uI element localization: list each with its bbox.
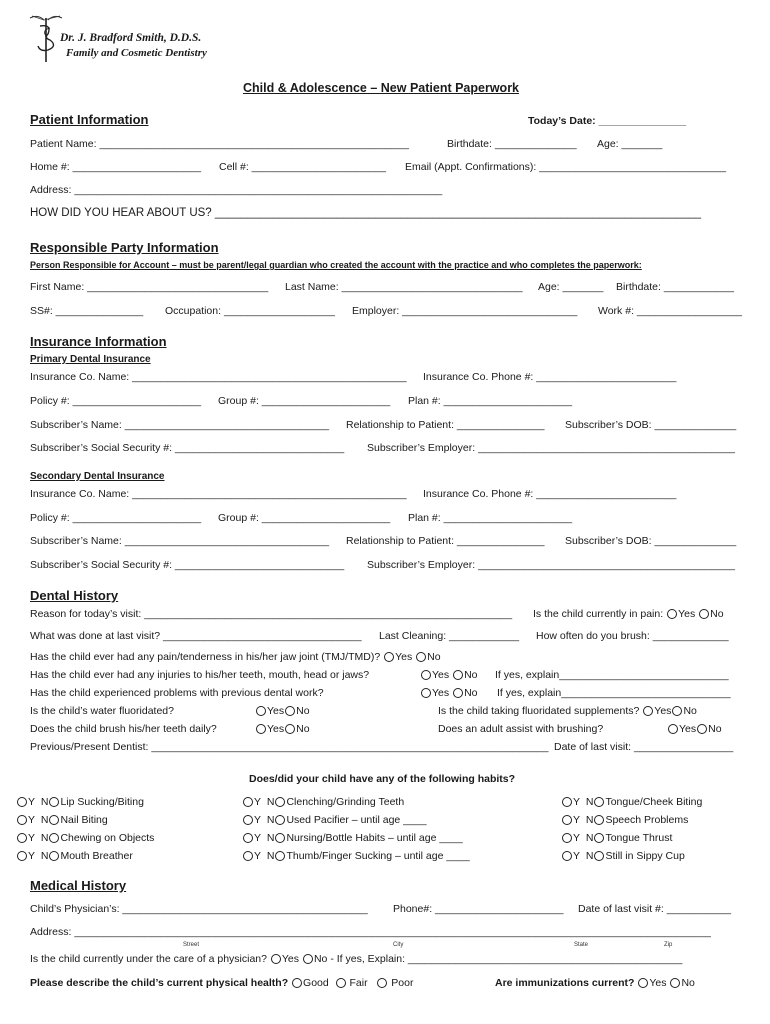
- patient-name-field[interactable]: Patient Name: _____________________________________________________: [30, 138, 409, 150]
- brush-daily-yes-radio[interactable]: [256, 724, 266, 734]
- no-label: No: [313, 953, 328, 965]
- secondary-subscriber-ss-field[interactable]: Subscriber’s Social Security #: _____________________________: [30, 559, 345, 571]
- injuries-explain-field[interactable]: If yes, explain_____________________________: [495, 669, 729, 681]
- brush-daily-label: Does the child brush his/her teeth daily?: [30, 723, 217, 735]
- medical-history-heading: Medical History: [30, 878, 127, 893]
- no-label: No: [296, 723, 310, 735]
- practice-name: Dr. J. Bradford Smith, D.D.S.: [60, 32, 202, 44]
- habit-n-label: N: [40, 832, 49, 844]
- habit-yes-radio[interactable]: [17, 851, 27, 861]
- problems-no-radio[interactable]: [453, 688, 463, 698]
- yes-label: Yes: [678, 608, 696, 620]
- fluoridated-yes-radio[interactable]: [256, 706, 266, 716]
- habit-row: [16, 796, 144, 808]
- no-label: No: [683, 705, 697, 717]
- immunizations-yes-radio[interactable]: [638, 978, 648, 988]
- city-caption: City: [393, 942, 404, 948]
- habit-row: [242, 832, 463, 844]
- secondary-group-field[interactable]: Group #: ______________________: [218, 512, 391, 524]
- address-field[interactable]: Address: _______________________________________________________________: [30, 184, 443, 196]
- primary-subscriber-name-field[interactable]: Subscriber’s Name: ___________________________________: [30, 419, 330, 431]
- page-title: Child & Adolescence – New Patient Paperwork: [243, 81, 520, 95]
- habit-n-label: N: [585, 850, 594, 862]
- habit-y-label: Y: [573, 796, 581, 808]
- cell-phone-field[interactable]: Cell #: _______________________: [219, 161, 386, 173]
- habit-label: Used Pacifier – until age ____: [286, 814, 427, 826]
- secondary-policy-field[interactable]: Policy #: ______________________: [30, 512, 202, 524]
- habit-row: [242, 850, 470, 862]
- todays-date-field[interactable]: Today’s Date: _______________: [528, 115, 687, 127]
- adult-assist-label: Does an adult assist with brushing?: [438, 723, 604, 735]
- secondary-relationship-field[interactable]: Relationship to Patient: _______________: [346, 535, 545, 547]
- age-field[interactable]: Age: _______: [597, 138, 663, 150]
- no-label: No: [708, 723, 722, 735]
- supplements-no-radio[interactable]: [672, 706, 682, 716]
- physician-address-field[interactable]: Address: _____________________________________________________________________________________________________________: [30, 926, 711, 938]
- state-caption: State: [574, 942, 589, 948]
- habit-row: [242, 796, 404, 808]
- birthdate-field[interactable]: Birthdate: ______________: [447, 138, 577, 150]
- habit-y-label: Y: [28, 796, 36, 808]
- habit-row: [16, 814, 108, 826]
- primary-subscriber-ss-field[interactable]: Subscriber’s Social Security #: _____________________________: [30, 442, 345, 454]
- visit-reason-field[interactable]: Reason for today’s visit: _______________________________________________________________: [30, 608, 513, 620]
- immunizations-question: [495, 977, 695, 989]
- tmj-question: [30, 651, 441, 663]
- health-good-radio[interactable]: [292, 978, 302, 988]
- habit-yes-radio[interactable]: [562, 833, 572, 843]
- adult-assist-no-radio[interactable]: [697, 724, 707, 734]
- first-name-field[interactable]: First Name: _______________________________: [30, 281, 269, 293]
- habit-no-radio[interactable]: [594, 833, 604, 843]
- referral-source-field[interactable]: HOW DID YOU HEAR ABOUT US? ____________________________________________________________________________: [30, 207, 701, 219]
- habit-row: [242, 814, 427, 826]
- no-label: No: [710, 608, 724, 620]
- last-name-field[interactable]: Last Name: _______________________________: [285, 281, 523, 293]
- yes-label: Yes: [267, 723, 285, 735]
- occupation-field[interactable]: Occupation: ___________________: [165, 305, 335, 317]
- habit-no-radio[interactable]: [594, 815, 604, 825]
- under-care-label: Is the child currently under the care of a physician?: [30, 953, 267, 965]
- habit-y-label: Y: [28, 850, 36, 862]
- habit-no-radio[interactable]: [49, 833, 59, 843]
- in-pain-yes-radio[interactable]: [667, 609, 677, 619]
- patient-info-heading: Patient Information: [30, 112, 149, 127]
- problems-yes-radio[interactable]: [421, 688, 431, 698]
- tmj-no-radio[interactable]: [416, 652, 426, 662]
- habit-yes-radio[interactable]: [17, 833, 27, 843]
- habit-label: Nail Biting: [60, 814, 108, 826]
- previous-dentist-field[interactable]: Previous/Present Dentist: ____________________________________________________________________: [30, 741, 549, 753]
- habit-row: [16, 850, 133, 862]
- habit-no-radio[interactable]: [594, 851, 604, 861]
- no-label: No: [681, 977, 695, 989]
- home-phone-field[interactable]: Home #: ______________________: [30, 161, 202, 173]
- no-label: No: [427, 651, 441, 663]
- primary-insurance-heading: Primary Dental Insurance: [30, 354, 151, 365]
- dentist-last-visit-field[interactable]: Date of last visit: _________________: [554, 741, 734, 753]
- no-label: No: [296, 705, 310, 717]
- habit-no-radio[interactable]: [275, 797, 285, 807]
- habit-yes-radio[interactable]: [17, 815, 27, 825]
- habit-no-radio[interactable]: [49, 851, 59, 861]
- habit-label: Nursing/Bottle Habits – until age ____: [286, 832, 463, 844]
- primary-group-field[interactable]: Group #: ______________________: [218, 395, 391, 407]
- responsible-age-field[interactable]: Age: _______: [538, 281, 604, 293]
- supplements-yes-radio[interactable]: [643, 706, 653, 716]
- yes-label: Yes: [649, 977, 667, 989]
- tmj-yes-radio[interactable]: [384, 652, 394, 662]
- habit-n-label: N: [585, 832, 594, 844]
- habits-heading: Does/did your child have any of the following habits?: [249, 773, 516, 785]
- habit-yes-radio[interactable]: [562, 797, 572, 807]
- problems-label: Has the child experienced problems with previous dental work?: [30, 687, 324, 699]
- yes-label: Yes: [432, 687, 450, 699]
- yes-label: Yes: [679, 723, 697, 735]
- habit-yes-radio[interactable]: [17, 797, 27, 807]
- secondary-co-name-field[interactable]: Insurance Co. Name: _______________________________________________: [30, 488, 407, 500]
- habit-y-label: Y: [254, 850, 262, 862]
- habit-label: Tongue Thrust: [605, 832, 673, 844]
- in-pain-label: Is the child currently in pain:: [533, 608, 664, 620]
- no-label: No: [464, 687, 478, 699]
- habit-y-label: Y: [254, 832, 262, 844]
- habit-yes-radio[interactable]: [243, 833, 253, 843]
- last-cleaning-field[interactable]: Last Cleaning: ____________: [379, 630, 520, 642]
- secondary-subscriber-name-field[interactable]: Subscriber’s Name: ___________________________________: [30, 535, 330, 547]
- yes-label: Yes: [395, 651, 413, 663]
- habit-no-radio[interactable]: [49, 815, 59, 825]
- primary-co-name-field[interactable]: Insurance Co. Name: _______________________________________________: [30, 371, 407, 383]
- responsible-birthdate-field[interactable]: Birthdate: ____________: [616, 281, 734, 293]
- secondary-subscriber-dob-field[interactable]: Subscriber’s DOB: ______________: [565, 535, 737, 547]
- in-pain-question: [533, 608, 724, 620]
- habit-row: [561, 832, 672, 844]
- poor-label: Poor: [391, 977, 414, 989]
- primary-subscriber-dob-field[interactable]: Subscriber’s DOB: ______________: [565, 419, 737, 431]
- injuries-yes-radio[interactable]: [421, 670, 431, 680]
- habit-n-label: N: [266, 850, 275, 862]
- brush-daily-radios: [255, 723, 310, 735]
- habit-y-label: Y: [573, 814, 581, 826]
- adult-assist-yes-radio[interactable]: [668, 724, 678, 734]
- habit-row: [16, 832, 154, 844]
- responsible-party-note: Person Responsible for Account – must be parent/legal guardian who created the account with the practice and who completes the paperwork:: [30, 260, 642, 270]
- health-poor-radio[interactable]: [377, 978, 387, 988]
- habit-no-radio[interactable]: [49, 797, 59, 807]
- supplements-question: [438, 705, 697, 717]
- habit-yes-radio[interactable]: [562, 851, 572, 861]
- immunizations-label: Are immunizations current?: [495, 977, 635, 989]
- habit-label: Tongue/Cheek Biting: [605, 796, 703, 808]
- habit-n-label: N: [266, 814, 275, 826]
- adult-assist-radios: [667, 723, 722, 735]
- habit-y-label: Y: [254, 814, 262, 826]
- secondary-plan-field[interactable]: Plan #: ______________________: [408, 512, 573, 524]
- no-label: No: [464, 669, 478, 681]
- habit-n-label: N: [266, 796, 275, 808]
- fluoridated-radios: [255, 705, 310, 717]
- primary-co-phone-field[interactable]: Insurance Co. Phone #: ________________________: [423, 371, 677, 383]
- injuries-radios: [420, 669, 478, 681]
- brush-daily-no-radio[interactable]: [285, 724, 295, 734]
- habit-row: [561, 796, 702, 808]
- habit-label: Speech Problems: [605, 814, 689, 826]
- secondary-insurance-heading: Secondary Dental Insurance: [30, 471, 165, 482]
- habit-no-radio[interactable]: [594, 797, 604, 807]
- yes-label: Yes: [654, 705, 672, 717]
- fair-label: Fair: [349, 977, 368, 989]
- habit-yes-radio[interactable]: [243, 851, 253, 861]
- practice-tagline: Family and Cosmetic Dentistry: [66, 47, 207, 59]
- habit-y-label: Y: [28, 814, 36, 826]
- secondary-co-phone-field[interactable]: Insurance Co. Phone #: ________________________: [423, 488, 677, 500]
- habit-yes-radio[interactable]: [243, 815, 253, 825]
- habit-n-label: N: [40, 796, 49, 808]
- habit-n-label: N: [585, 814, 594, 826]
- ssn-field[interactable]: SS#: _______________: [30, 305, 144, 317]
- under-care-explain-field[interactable]: - If yes, Explain: _______________________________________________: [330, 953, 683, 965]
- tmj-label: Has the child ever had any pain/tenderness in his/her jaw joint (TMJ/TMD)?: [30, 651, 381, 663]
- email-field[interactable]: Email (Appt. Confirmations): ________________________________: [405, 161, 727, 173]
- injuries-label: Has the child ever had any injuries to his/her teeth, mouth, head or jaws?: [30, 669, 370, 681]
- habit-row: [561, 850, 685, 862]
- habit-n-label: N: [266, 832, 275, 844]
- habit-y-label: Y: [28, 832, 36, 844]
- habit-label: Mouth Breather: [60, 850, 133, 862]
- primary-plan-field[interactable]: Plan #: ______________________: [408, 395, 573, 407]
- primary-policy-field[interactable]: Policy #: ______________________: [30, 395, 202, 407]
- habit-n-label: N: [585, 796, 594, 808]
- secondary-subscriber-employer-field[interactable]: Subscriber’s Employer: ____________________________________________: [367, 559, 736, 571]
- habit-no-radio[interactable]: [275, 815, 285, 825]
- yes-label: Yes: [267, 705, 285, 717]
- habit-n-label: N: [40, 814, 49, 826]
- habit-y-label: Y: [573, 832, 581, 844]
- in-pain-no-radio[interactable]: [699, 609, 709, 619]
- under-care-question: [30, 953, 682, 965]
- physician-field[interactable]: Child’s Physician’s: __________________________________________: [30, 903, 368, 915]
- work-phone-field[interactable]: Work #: __________________: [598, 305, 743, 317]
- good-label: Good: [303, 977, 329, 989]
- yes-label: Yes: [281, 953, 300, 965]
- habit-label: Lip Sucking/Biting: [60, 796, 144, 808]
- habit-n-label: N: [40, 850, 49, 862]
- employer-field[interactable]: Employer: ______________________________: [352, 305, 578, 317]
- primary-subscriber-employer-field[interactable]: Subscriber’s Employer: ____________________________________________: [367, 442, 736, 454]
- responsible-party-heading: Responsible Party Information: [30, 240, 219, 255]
- fluoridated-label: Is the child’s water fluoridated?: [30, 705, 174, 717]
- zip-caption: Zip: [664, 942, 673, 948]
- habit-no-radio[interactable]: [275, 833, 285, 843]
- brush-frequency-field[interactable]: How often do you brush: _____________: [536, 630, 729, 642]
- under-care-no-radio[interactable]: [303, 954, 313, 964]
- problems-radios: [420, 687, 478, 699]
- habit-y-label: Y: [573, 850, 581, 862]
- habit-no-radio[interactable]: [275, 851, 285, 861]
- habit-row: [561, 814, 688, 826]
- habit-y-label: Y: [254, 796, 262, 808]
- health-label: Please describe the child’s current physical health?: [30, 977, 289, 989]
- immunizations-no-radio[interactable]: [670, 978, 680, 988]
- habit-label: Thumb/Finger Sucking – until age ____: [286, 850, 470, 862]
- insurance-heading: Insurance Information: [30, 334, 167, 349]
- habit-yes-radio[interactable]: [562, 815, 572, 825]
- primary-relationship-field[interactable]: Relationship to Patient: _______________: [346, 419, 545, 431]
- dental-history-heading: Dental History: [30, 588, 119, 603]
- physician-last-visit-field[interactable]: Date of last visit #: ___________: [578, 903, 731, 915]
- health-fair-radio[interactable]: [336, 978, 346, 988]
- habit-label: Clenching/Grinding Teeth: [286, 796, 405, 808]
- habit-label: Chewing on Objects: [60, 832, 155, 844]
- supplements-label: Is the child taking fluoridated supplements?: [438, 705, 640, 717]
- physician-phone-field[interactable]: Phone#: ______________________: [393, 903, 564, 915]
- injuries-no-radio[interactable]: [453, 670, 463, 680]
- habit-label: Still in Sippy Cup: [605, 850, 685, 862]
- street-caption: Street: [183, 942, 200, 948]
- fluoridated-no-radio[interactable]: [285, 706, 295, 716]
- health-question: [30, 977, 413, 989]
- yes-label: Yes: [432, 669, 450, 681]
- habit-yes-radio[interactable]: [243, 797, 253, 807]
- problems-explain-field[interactable]: If yes, explain_____________________________: [497, 687, 731, 699]
- last-visit-field[interactable]: What was done at last visit? __________________________________: [30, 630, 362, 642]
- under-care-yes-radio[interactable]: [271, 954, 281, 964]
